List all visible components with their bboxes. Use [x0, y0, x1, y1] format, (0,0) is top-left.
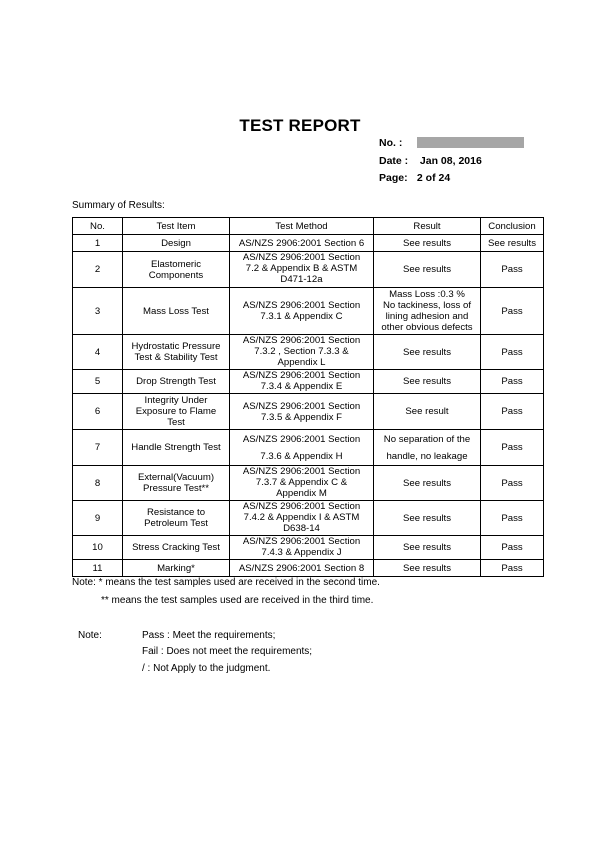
- cell-no: 4: [73, 335, 123, 370]
- cell-line: Elastomeric: [150, 258, 202, 270]
- table-row: [73, 235, 544, 252]
- cell-no: 11: [73, 560, 123, 577]
- cell-test-item: [123, 536, 230, 560]
- legend-not-apply: / : Not Apply to the judgment.: [142, 663, 271, 674]
- cell-line: D638-14: [283, 523, 320, 534]
- cell-test-method: [230, 235, 374, 252]
- cell-result: [374, 288, 481, 335]
- cell-conclusion: Pass: [481, 252, 544, 288]
- cell-line: Petroleum Test: [144, 518, 208, 529]
- table-row: [73, 430, 544, 466]
- cell-line: AS/NZS 2906:2001 Section: [242, 300, 361, 311]
- cell-line: See results: [403, 562, 451, 574]
- cell-no: 5: [73, 370, 123, 394]
- cell-line: See results: [403, 542, 451, 553]
- cell-line: AS/NZS 2906:2001 Section: [242, 536, 361, 547]
- cell-line: D471-12a: [280, 274, 323, 285]
- cell-line: External(Vacuum): [137, 472, 215, 483]
- cell-line: Mass Loss Test: [143, 305, 209, 317]
- cell-line: See results: [403, 512, 451, 524]
- cell-line: 7.2 & Appendix B & ASTM: [245, 263, 358, 274]
- report-page-value: 2 of 24: [416, 172, 451, 184]
- cell-test-method: [230, 501, 374, 536]
- cell-test-item: [123, 370, 230, 394]
- cell-line: Integrity Under: [144, 395, 208, 406]
- cell-line: AS/NZS 2906:2001 Section 6: [238, 237, 365, 249]
- cell-line: 7.3.7 & Appendix C &: [255, 477, 348, 488]
- cell-test-method: [230, 335, 374, 370]
- cell-result: [374, 466, 481, 501]
- cell-test-item: [123, 560, 230, 577]
- redacted-report-number: [417, 137, 524, 148]
- cell-line: AS/NZS 2906:2001 Section: [242, 252, 361, 263]
- table-row: [73, 560, 544, 577]
- cell-line: See results: [403, 376, 451, 387]
- header-test-method: Test Method: [230, 218, 374, 235]
- cell-no: 2: [73, 252, 123, 288]
- cell-no: 7: [73, 430, 123, 466]
- cell-line: AS/NZS 2906:2001 Section: [242, 501, 361, 512]
- legend-fail: Fail : Does not meet the requirements;: [142, 646, 313, 657]
- cell-test-item: [123, 430, 230, 466]
- cell-test-method: [230, 370, 374, 394]
- cell-line: lining adhesion and: [385, 311, 469, 322]
- cell-line: See results: [403, 477, 451, 489]
- cell-conclusion: See results: [481, 235, 544, 252]
- table-row: [73, 394, 544, 430]
- table-row: [73, 252, 544, 288]
- cell-conclusion: Pass: [481, 536, 544, 560]
- report-page-label: Page:: [379, 172, 408, 184]
- cell-conclusion: Pass: [481, 394, 544, 430]
- note-third-sample: ** means the test samples used are received in the third time.: [101, 595, 374, 606]
- header-result: Result: [374, 218, 481, 235]
- cell-test-method: [230, 560, 374, 577]
- cell-result: [374, 430, 481, 466]
- cell-test-item: [123, 335, 230, 370]
- cell-test-item: [123, 235, 230, 252]
- cell-conclusion: Pass: [481, 560, 544, 577]
- cell-line: 7.4.3 & Appendix J: [261, 547, 342, 558]
- cell-line: AS/NZS 2906:2001 Section 8: [238, 562, 365, 574]
- cell-test-item: [123, 394, 230, 430]
- report-date-value: Jan 08, 2016: [419, 155, 482, 167]
- cell-line: 7.3.5 & Appendix F: [260, 411, 343, 423]
- cell-line: 7.3.1 & Appendix C: [260, 311, 343, 322]
- cell-conclusion: Pass: [481, 288, 544, 335]
- report-date: [379, 155, 482, 167]
- cell-result: [374, 370, 481, 394]
- legend-label: Note:: [78, 630, 102, 641]
- report-date-label: Date :: [379, 155, 409, 167]
- report-number-label: No. :: [379, 137, 403, 149]
- cell-no: 9: [73, 501, 123, 536]
- cell-line: Handle Strength Test: [131, 442, 221, 453]
- table-header-row: [73, 218, 544, 235]
- report-page: [379, 172, 450, 184]
- table-row: [73, 536, 544, 560]
- cell-line: No separation of the: [383, 434, 471, 445]
- cell-conclusion: Pass: [481, 370, 544, 394]
- legend-pass: Pass : Meet the requirements;: [142, 630, 276, 641]
- note-second-sample: Note: * means the test samples used are received in the second time.: [72, 577, 380, 588]
- cell-conclusion: Pass: [481, 430, 544, 466]
- cell-line: other obvious defects: [381, 322, 473, 333]
- cell-conclusion: Pass: [481, 466, 544, 501]
- header-test-item: Test Item: [123, 218, 230, 235]
- cell-result: [374, 501, 481, 536]
- cell-line: AS/NZS 2906:2001 Section: [242, 335, 361, 346]
- table-row: [73, 288, 544, 335]
- cell-line: Appendix L: [277, 357, 326, 368]
- cell-line: Marking*: [157, 562, 195, 574]
- cell-conclusion: Pass: [481, 335, 544, 370]
- cell-no: 6: [73, 394, 123, 430]
- cell-line: Appendix M: [276, 488, 327, 499]
- table-row: [73, 501, 544, 536]
- cell-test-method: [230, 252, 374, 288]
- cell-no: 10: [73, 536, 123, 560]
- cell-test-method: [230, 288, 374, 335]
- cell-line: AS/NZS 2906:2001 Section: [242, 434, 361, 445]
- cell-line: See results: [403, 346, 451, 358]
- cell-line: Test & Stability Test: [134, 352, 218, 363]
- cell-line: Resistance to: [146, 507, 206, 518]
- cell-line: Mass Loss :0.3 %: [389, 289, 465, 300]
- cell-test-item: [123, 252, 230, 288]
- cell-no: 1: [73, 235, 123, 252]
- cell-result: [374, 536, 481, 560]
- results-table: [72, 217, 544, 577]
- cell-line: 7.3.4 & Appendix E: [260, 381, 343, 392]
- table-row: [73, 335, 544, 370]
- cell-line: Hydrostatic Pressure: [131, 341, 221, 352]
- cell-test-method: [230, 466, 374, 501]
- table-row: [73, 370, 544, 394]
- report-number: [379, 137, 417, 149]
- cell-test-item: [123, 501, 230, 536]
- cell-line: AS/NZS 2906:2001 Section: [242, 466, 361, 477]
- cell-result: [374, 252, 481, 288]
- cell-line: Drop Strength Test: [136, 376, 216, 387]
- cell-test-item: [123, 288, 230, 335]
- cell-line: See results: [403, 264, 451, 275]
- cell-line: 7.3.6 & Appendix H: [260, 451, 343, 462]
- cell-line: handle, no leakage: [386, 451, 468, 462]
- cell-test-method: [230, 394, 374, 430]
- cell-line: Exposure to Flame: [135, 406, 217, 417]
- cell-line: Test: [167, 417, 185, 428]
- cell-line: See results: [403, 237, 451, 249]
- header-no: No.: [73, 218, 123, 235]
- cell-line: AS/NZS 2906:2001 Section: [242, 370, 361, 381]
- summary-heading: Summary of Results:: [72, 200, 165, 211]
- report-title: TEST REPORT: [239, 116, 361, 135]
- cell-line: 7.4.2 & Appendix I & ASTM: [243, 512, 360, 523]
- cell-result: [374, 235, 481, 252]
- cell-line: Stress Cracking Test: [132, 542, 220, 553]
- cell-conclusion: Pass: [481, 501, 544, 536]
- cell-result: [374, 335, 481, 370]
- cell-result: [374, 560, 481, 577]
- cell-line: Design: [161, 237, 191, 249]
- cell-line: 7.3.2 , Section 7.3.3 &: [254, 346, 349, 357]
- cell-line: AS/NZS 2906:2001 Section: [242, 400, 361, 412]
- cell-no: 8: [73, 466, 123, 501]
- cell-no: 3: [73, 288, 123, 335]
- header-conclusion: Conclusion: [481, 218, 544, 235]
- cell-test-item: [123, 466, 230, 501]
- table-row: [73, 466, 544, 501]
- cell-line: Pressure Test**: [143, 483, 209, 494]
- cell-result: [374, 394, 481, 430]
- cell-line: See result: [405, 406, 449, 417]
- cell-line: Components: [148, 269, 204, 281]
- cell-test-method: [230, 430, 374, 466]
- cell-line: No tackiness, loss of: [383, 300, 471, 311]
- cell-test-method: [230, 536, 374, 560]
